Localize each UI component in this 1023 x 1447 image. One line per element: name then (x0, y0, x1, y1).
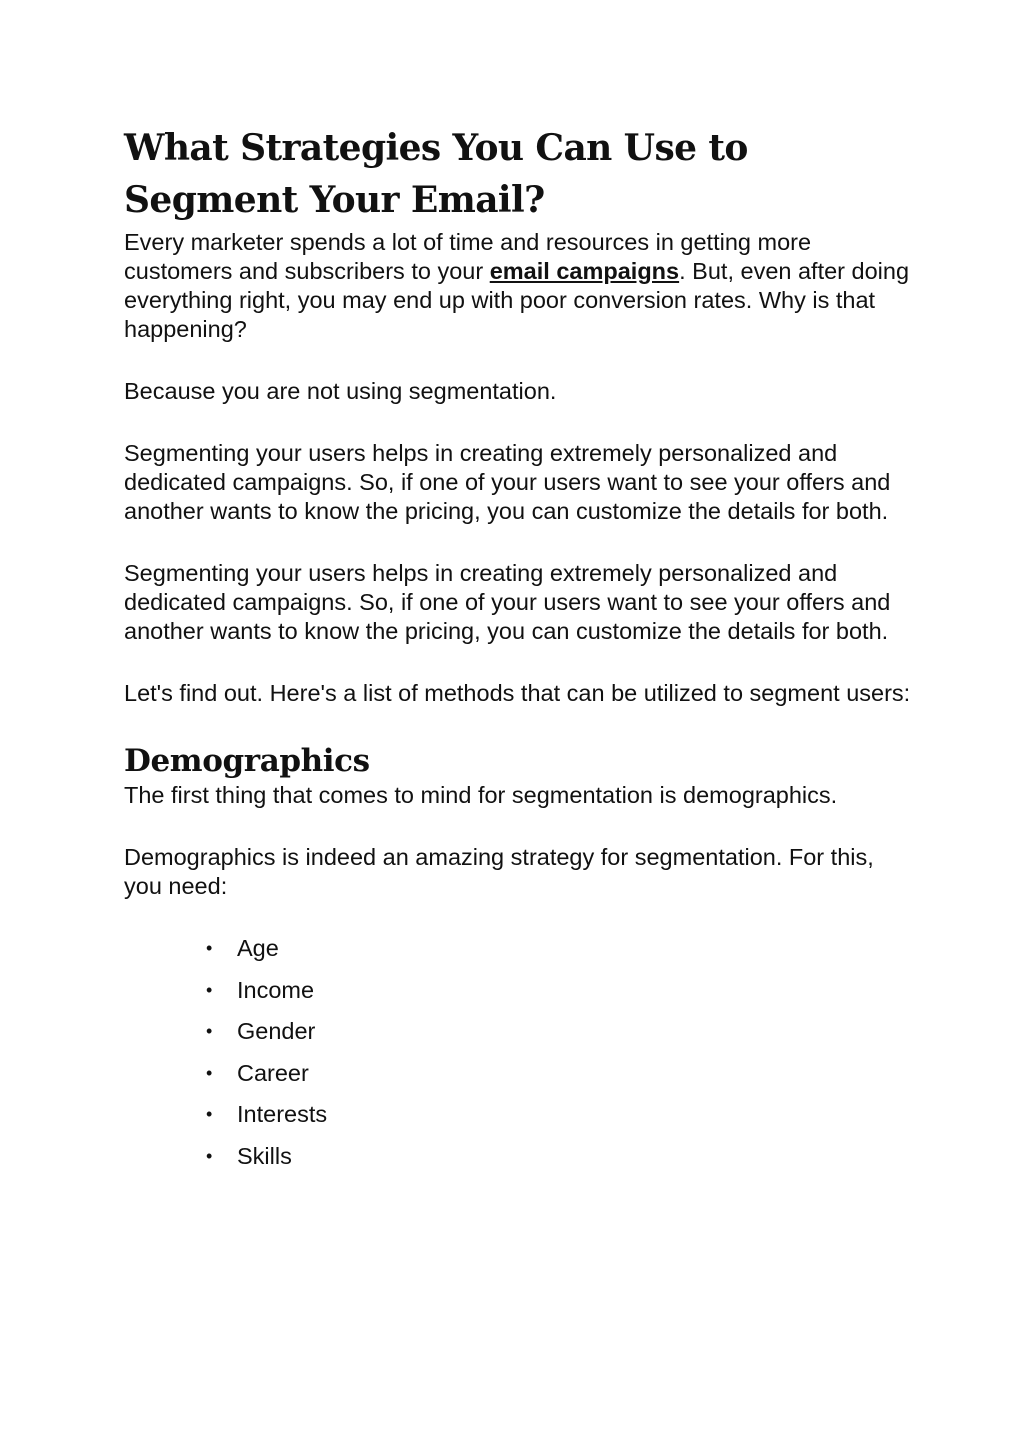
demographics-list (124, 934, 914, 1171)
list-item (206, 934, 914, 963)
bullet-icon: • (206, 1021, 213, 1041)
list-item-label: Skills (237, 1142, 292, 1169)
list-item (206, 1142, 914, 1171)
bullet-icon: • (206, 1062, 213, 1083)
list-item (206, 1059, 914, 1088)
list-item (206, 1017, 914, 1046)
section-paragraph: The first thing that comes to mind for segmentation is demographics. (124, 782, 838, 808)
list-item (206, 976, 914, 1005)
email-campaigns-link[interactable]: email campaigns (489, 258, 680, 284)
list-item-label: Gender (237, 1018, 316, 1044)
intro-paragraph (124, 228, 914, 344)
list-item-label: Age (237, 935, 279, 961)
section-heading: Demographics (124, 743, 370, 779)
page-title: What Strategies You Can Use to Segment Your Email? (124, 127, 748, 221)
bullet-icon: • (206, 979, 213, 1000)
bullet-icon: • (206, 1104, 213, 1124)
intro-text-before-link: Every marketer spends a lot of time and resources in getting more customers and subscribers to your (124, 229, 812, 284)
bullet-icon: • (206, 1145, 213, 1166)
list-item (206, 1100, 914, 1129)
list-item-label: Career (237, 1059, 309, 1086)
document-page (124, 122, 914, 1183)
section-paragraph: Demographics is indeed an amazing strategy for segmentation. For this, you need: (124, 844, 874, 899)
bullet-icon: • (206, 938, 213, 958)
list-item-label: Interests (237, 1101, 328, 1127)
list-item-label: Income (237, 976, 315, 1003)
body-paragraph: Segmenting your users helps in creating extremely personalized and dedicated campaigns. So, if one of your users want to see your offers and another wants to know the pricing, you can customize the details for both. (124, 440, 891, 524)
body-paragraph: Let's find out. Here's a list of methods that can be utilized to segment users: (124, 680, 911, 706)
body-paragraph: Because you are not using segmentation. (124, 378, 557, 404)
body-paragraph: Segmenting your users helps in creating extremely personalized and dedicated campaigns. So, if one of your users want to see your offers and another wants to know the pricing, you can customize the details for both. (124, 560, 891, 644)
intro-text-after-link: . But, even after doing everything right, you may end up with poor conversion rates. Why is that happening? (124, 258, 910, 342)
